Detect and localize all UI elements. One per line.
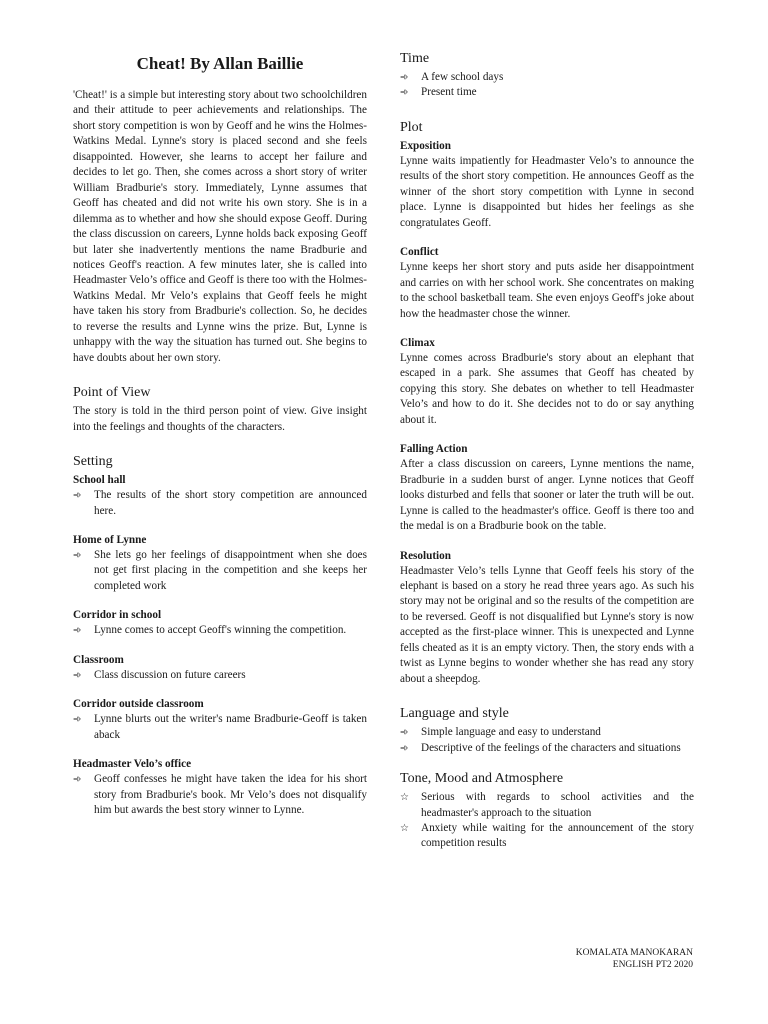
list-item [400, 70, 694, 85]
arrow-bullet-icon: ➾ [400, 87, 409, 99]
time-heading: Time [400, 51, 430, 66]
setting-place-list [73, 712, 367, 743]
language-list [400, 725, 694, 756]
list-item-text: Lynne blurts out the writer's name Bradburie-Geoff is taken aback [94, 713, 367, 741]
footer-author: KOMALATA MANOKARAN [575, 948, 693, 958]
list-item [73, 668, 367, 683]
list-item [73, 488, 367, 519]
setting-place-heading: Home of Lynne [73, 533, 147, 546]
synopsis-paragraph: 'Cheat!' is a simple but interesting story about two schoolchildren and their attitude to peer achievements and relationships. The short story competition is won by Geoff and he wins the Holmes-Watkins Medal. Lynne's story is placed second and she feels disappointed. However, she learns to accept her failure and decides to let go. Then, she comes across a short story of writer William Bradburie's story. Immediately, Lynne assumes that Geoff has cheated and did not write his own story. She is in a dilemma as to whether and how she should expose Geoff. During the class discussion on careers, Lynne holds back exposing Geoff but later she inadvertently mentions the name Bradburie and notices Geoff's reaction. A few minutes later, she is called into Headmaster Velo’s office and Geoff is there too with the Holmes-Watkins Medal. Mr Velo’s explains that Geoff feels he might have taken his story from Bradburie's collection. So, he decides to reverse the results and Lynne wins the prize. But, Lynne is unhappy with the way the situation has turned out. She begins to have doubts about her own story. [73, 89, 367, 364]
setting-heading: Setting [73, 454, 113, 470]
setting-place-list [73, 548, 367, 594]
plot-section-text: Lynne keeps her short story and puts aside her disappointment and carries on with her school work. She concentrates on making to the school basketball team. She even enjoys Geoff's joke about how the headmaster chose the winner. [400, 261, 694, 320]
list-item [73, 712, 367, 743]
list-item [400, 821, 694, 852]
list-item-text: Anxiety while waiting for the announcement of the story competition results [421, 821, 694, 850]
right-column [400, 50, 694, 852]
language-heading: Language and style [400, 706, 509, 722]
plot-list [400, 139, 694, 687]
page-title: Cheat! By Allan Baillie [136, 54, 304, 73]
list-item [400, 85, 694, 100]
time-list [400, 70, 694, 101]
list-item-text: Serious with regards to school activities and the headmaster's approach to the situation [421, 791, 694, 819]
arrow-bullet-icon: ➾ [400, 72, 409, 83]
arrow-bullet-icon: ➾ [400, 742, 409, 754]
list-item-text: Descriptive of the feelings of the characters and situations [421, 741, 681, 754]
footer [576, 947, 693, 971]
arrow-bullet-icon: ➾ [73, 490, 82, 502]
setting-place-heading: Corridor in school [73, 609, 162, 622]
plot-section-text: Lynne waits impatiently for Headmaster Velo’s to announce the results of the short story competition. He announces Geoff as the winner of the short story competition with Lynne in second place. Lynne is disappointed but hides her feelings as she congratulates Geoff. [400, 154, 694, 229]
list-item [400, 725, 694, 740]
arrow-bullet-icon: ➾ [73, 774, 82, 786]
list-item-text: She lets go her feelings of disappointment when she does not get first placing in the competition and she keeps her completed work [94, 548, 367, 592]
arrow-bullet-icon: ➾ [73, 714, 82, 726]
setting-place-heading: Corridor outside classroom [73, 698, 204, 711]
list-item-text: Lynne comes to accept Geoff's winning the competition. [94, 624, 347, 637]
setting-place-list [73, 488, 367, 519]
point-of-view-text: The story is told in the third person point of view. Give insight into the feelings and thoughts of the characters. [73, 405, 367, 433]
list-item [73, 548, 367, 594]
plot-heading: Plot [400, 119, 423, 135]
setting-place-heading: Headmaster Velo’s office [73, 758, 192, 771]
arrow-bullet-icon: ➾ [73, 625, 82, 637]
tone-heading: Tone, Mood and Atmosphere [400, 771, 564, 787]
list-item-text: A few school days [421, 71, 504, 83]
list-item [400, 741, 694, 756]
setting-place-list [73, 772, 367, 818]
star-bullet-icon: ☆ [400, 822, 409, 834]
plot-section-text: Headmaster Velo’s tells Lynne that Geoff feels his story of the elephant is based on a story he read three years ago. As such his story may not be original and so the results of the competition are to be reversed. Geoff is not disqualified but Lynne's story is now accepted as the first-place winner. This is unexpected and Lynne fells cheated as it is an empty victory. Then, the story ends with a twist as Lynne begins to wonder whether she has read any story about a sheepdog. [400, 564, 694, 685]
list-item [73, 623, 367, 638]
arrow-bullet-icon: ➾ [73, 549, 82, 561]
plot-section-heading: Resolution [400, 549, 451, 562]
footer-course: ENGLISH PT2 2020 [612, 960, 693, 970]
arrow-bullet-icon: ➾ [73, 669, 82, 681]
list-item-text: Simple language and easy to understand [421, 726, 601, 739]
setting-list [73, 473, 367, 818]
star-bullet-icon: ☆ [400, 792, 409, 804]
list-item-text: Present time [421, 86, 477, 99]
left-column [73, 50, 367, 819]
plot-section-heading: Climax [400, 336, 435, 349]
setting-place-list [73, 623, 367, 638]
list-item-text: The results of the short story competition are announced here. [94, 489, 367, 517]
tone-list [400, 790, 694, 852]
list-item-text: Class discussion on future careers [94, 668, 246, 681]
plot-section-heading: Conflict [400, 246, 439, 259]
list-item-text: Geoff confesses he might have taken the idea for his short story from Bradburie's book. Mr Velo’s does not disqualify him but awards the best story winner to Lynne. [94, 773, 367, 817]
list-item [400, 790, 694, 821]
plot-section-text: Lynne comes across Bradburie's story about an elephant that escaped in a park. She assumes that Geoff has cheated by copying this story. She debates on whether to tell Headmaster Velo’s and how to do it. She decides not to do or say anything about it. [400, 351, 694, 426]
plot-section-heading: Exposition [400, 139, 451, 152]
setting-place-heading: School hall [73, 474, 126, 487]
setting-place-heading: Classroom [73, 653, 124, 666]
list-item [73, 772, 367, 818]
plot-section-text: After a class discussion on careers, Lynne mentions the name, Bradburie in a sudden burst of anger. Lynne notices that Geoff looks disturbed and fells that sooner or later the truth will be out. Lynne is called to the headmaster's office. Geoff is there too and the medal is on a Bradburie book on the table. [400, 458, 694, 533]
point-of-view-heading: Point of View [73, 385, 151, 401]
setting-place-list [73, 668, 367, 683]
arrow-bullet-icon: ➾ [400, 727, 409, 739]
plot-section-heading: Falling Action [400, 443, 468, 456]
